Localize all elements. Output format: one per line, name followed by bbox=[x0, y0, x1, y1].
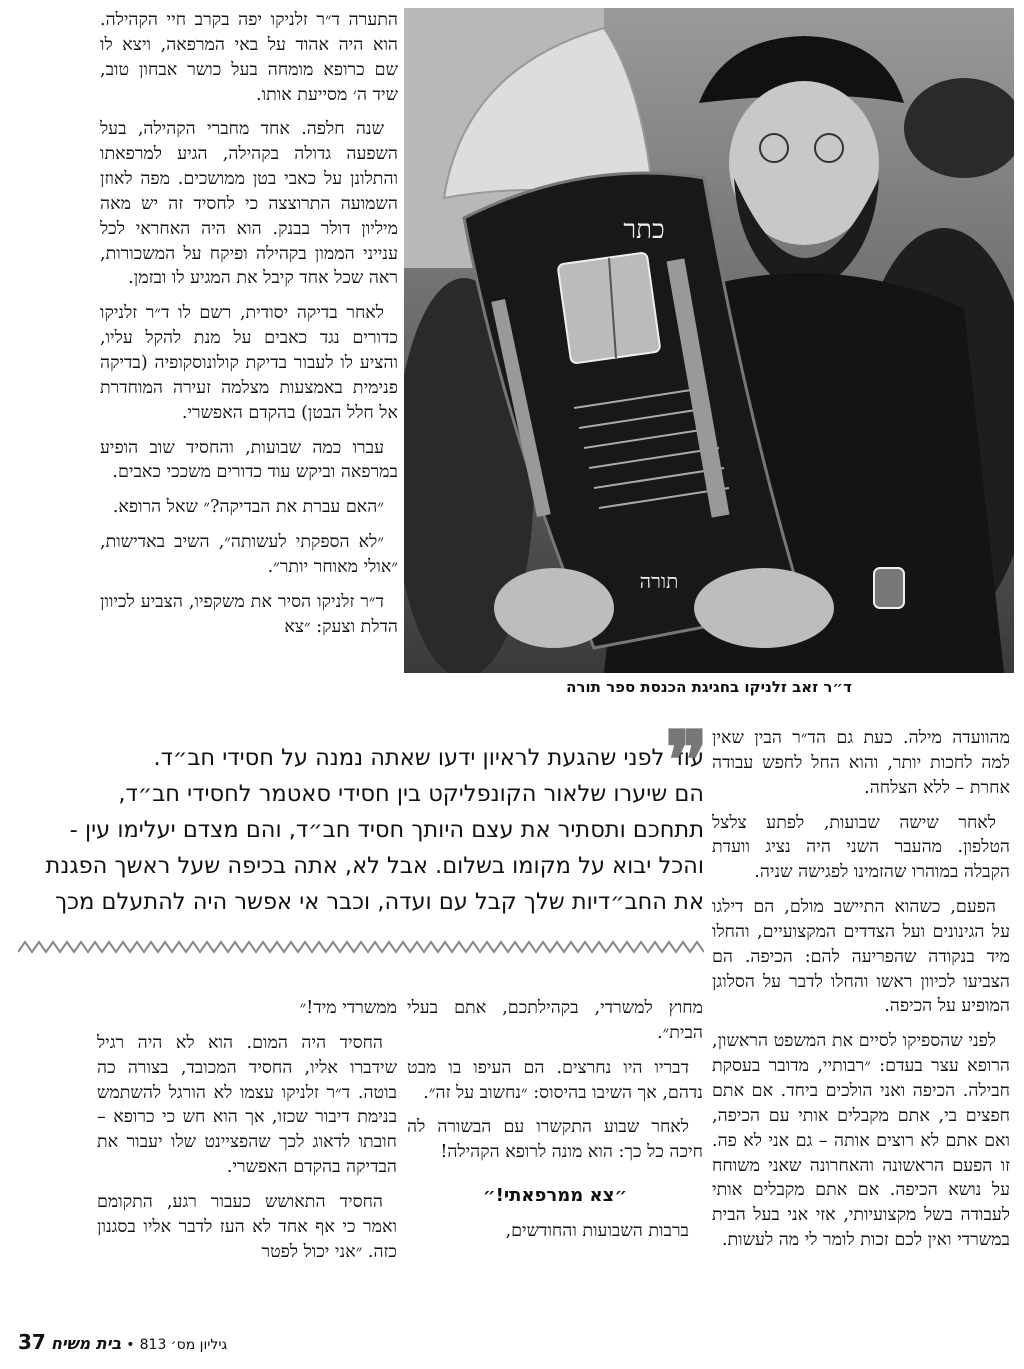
pull-quote-line: עוד לפני שהגעת לראיון ידעו שאתה נמנה על חסידי חב״ד. bbox=[153, 745, 704, 771]
paragraph: הפעם, כשהוא התיישב מולם, הם דילגו על הגינונים ועל הצדדים המקצועיים, והחלו מיד בנקודה שהפריעה להם: הכיפה. הם הצביעו לכיוון ראשו והחלו לדבר על הסלוגן המופיע על הכיפה. bbox=[712, 897, 1010, 1017]
article-column-top-left bbox=[100, 8, 398, 723]
issue-number: גיליון מס׳ 813 bbox=[139, 1337, 228, 1353]
magazine-name: בית משיח bbox=[50, 1334, 122, 1353]
paragraph: ״האם עברת את הבדיקה?״ שאל הרופא. bbox=[112, 497, 384, 518]
paragraph: ממשרדי מיד!״ bbox=[299, 998, 397, 1018]
pull-quote-line: את החב״דיות שלך קבל עם ועדה, וכבר אי אפשר היה להתעלם מכך bbox=[55, 889, 704, 915]
page-number: 37 bbox=[18, 1330, 46, 1354]
footer-separator: • bbox=[126, 1337, 135, 1353]
paragraph: עברו כמה שבועות, והחסיד שוב הופיע במרפאה וביקש עוד כדורים משככי כאבים. bbox=[100, 437, 398, 483]
scroll-torah-text: תורה bbox=[639, 569, 679, 593]
paragraph: דבריו היו נחרצים. הם העיפו בו מבט נדהם, אך השיבו בהיסוס: ״נחשוב על זה״. bbox=[407, 1057, 703, 1103]
paragraph: ברבות השבועות והחודשים, bbox=[505, 1220, 689, 1241]
pull-quote-line: הם שיערו שלאור הקונפליקט בין חסידי סאטמר לחסידי חב״ד, bbox=[118, 781, 704, 807]
paragraph: ד״ר זלניקו הסיר את משקפיו, הצביע לכיוון הדלת וצעק: ״צא bbox=[100, 591, 398, 637]
paragraph: ״לא הספקתי לעשותה״, השיב באדישות, ״אולי מאוחר יותר״. bbox=[100, 532, 398, 577]
pull-quote-line: והכל יבוא על מקומו בשלום. אבל לא, אתה בכיפה שעל ראשך הפגנת bbox=[45, 853, 704, 879]
paragraph: לאחר בדיקה יסודית, רשם לו ד״ר זלניקו כדורים נגד כאבים על מנת להקל עליו, והציע לו לעבור בדיקת קולונוסקופיה (בדיקה פנימית באמצעות מצלמה זעירה המוחדרת אל חלל הבטן) בהקדם האפשרי. bbox=[100, 303, 398, 423]
paragraph: לאחר שבוע התקשרו עם הבשורה לה חיכה כל כך: הוא מונה לרופא הקהילה! bbox=[407, 1117, 703, 1163]
photo-illustration bbox=[404, 8, 1014, 673]
paragraph: התערה ד״ר זלניקו יפה בקרב חיי הקהילה. הוא היה אהוד על באי המרפאה, ויצא לו שם כרופא מומחה בעל כושר אבחון טוב, שיד ה׳ מסייעת אותו. bbox=[100, 10, 398, 105]
article-column-middle-right bbox=[712, 726, 1010, 1286]
page-footer bbox=[18, 1330, 268, 1360]
paragraph: מהוועדה מילה. כעת גם הד״ר הבין שאין למה לחכות יותר, והוא החל לחפש עבודה אחרת – ללא הצלחה. bbox=[712, 728, 1010, 798]
paragraph: שנה חלפה. אחד מחברי הקהילה, בעל השפעה גדולה בקהילה, הגיע למרפאתו והתלונן על כאבי בטן ממושכים. מפה לאוזן השמועה התרוצצה כי לחסיד זה יש מאה מיליון דולר בבנק. הוא היה האחראי לכל ענייני הממון בקהילה ופיקח על המשכורות, ראה שכל אחד קיבל את המגיע לו ובזמן. bbox=[100, 119, 398, 289]
article-photo bbox=[404, 8, 1014, 673]
paragraph: לפני שהספיקו לסיים את המשפט הראשון, הרופא עצר בעדם: ״רבותיי, מדובר בעסקת חבילה. הכיפה ואני הולכים ביחד. אם אתם חפצים בי, אתם מקבלים אותי עם הכיפה, ואם אתם לא רוצים אותה – גם אני לא פה. זו הפעם הראשונה והאחרונה שאני משוחח על נושא הכיפה. אם אתם מקבלים אותי לעבודה בשל מקצועיותי, אזי אני בעל הבית במשרדי ואין לכם זכות לומר לי מה לעשות. bbox=[712, 1031, 1010, 1251]
photo-caption: ד״ר זאב זלניקו בחגיגת הכנסת ספר תורה bbox=[566, 678, 852, 696]
pull-quote bbox=[18, 713, 708, 940]
quote-mark-icon: ❞ bbox=[664, 713, 708, 807]
article-column-bottom-left bbox=[97, 996, 397, 1296]
paragraph: מחוץ למשרדי, בקהילתכם, אתם בעלי הבית״. bbox=[407, 998, 703, 1043]
zigzag-divider bbox=[18, 940, 704, 954]
paragraph: החסיד התאושש כעבור רגע, התקומם ואמר כי אף אחד לא העז לדבר אליו בסגנון כזה. ״אני יכול לפטר bbox=[97, 1191, 397, 1262]
article-column-bottom-middle bbox=[407, 996, 703, 1296]
section-heading: ״צא ממרפאתי!״ bbox=[482, 1185, 628, 1207]
paragraph: לאחר שישה שבועות, לפתע צלצל הטלפון. מהעבר השני היה נציג וועדת הקבלה במוהרו שהזמינו לפגישה שניה. bbox=[712, 812, 1010, 883]
paragraph: החסיד היה המום. הוא לא היה רגיל שידברו אליו, החסיד המכובד, בצורה כה בוטה. ד״ר זלניקו עצמו לא הורגל להשתמש בנימת דיבור שכזו, אך הוא חש כי כרופא – חובתו לדאוג לכך שהפציינט שלו יעבור את הבדיקה בהקדם האפשרי. bbox=[97, 1032, 397, 1178]
pull-quote-line: תתחכם ותסתיר את עצם היותך חסיד חב״ד, והם מצדם יעלימו עין - bbox=[69, 817, 704, 843]
scroll-keter-text: כתר bbox=[623, 215, 665, 245]
